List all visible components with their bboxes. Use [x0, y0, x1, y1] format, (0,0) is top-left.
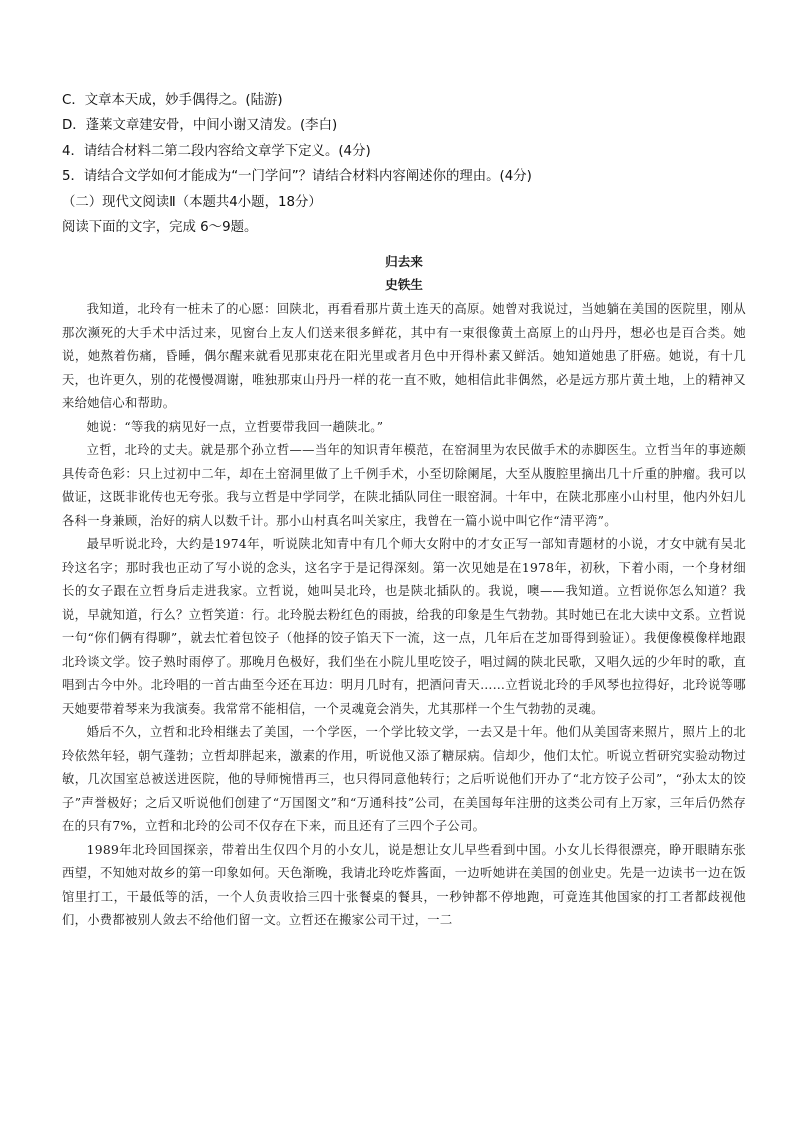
article-paragraph: 立哲，北玲的丈夫。就是那个孙立哲——当年的知识青年模范，在窑洞里为农民做手术的赤脚医生。立哲当年的事迹颇具传奇色彩：只上过初中二年，却在土窑洞里做了上千例手术，小至切除阑尾，大至从腹腔里摘出几十斤重的肿瘤。我可以做证，这既非讹传也无夸张。我与立哲是中学同学，在陕北插队同住一眼窑洞。十年中，在陕北那座小山村里，他内外妇儿各科一身兼顾，治好的病人以数千计。那小山村真名叫关家庄，我曾在一篇小说中叫它作“清平湾”。: [62, 443, 746, 528]
question-block: [62, 88, 742, 240]
article-author: 史铁生: [385, 277, 423, 292]
article-paragraph: 1989年北玲回国探亲，带着出生仅四个月的小女儿，说是想让女儿早些看到中国。小女儿长得很漂亮，睁开眼睛东张西望，不知她对故乡的第一印象如何。天色渐晚，我请北玲吃炸酱面，一边听她讲在美国的创业史。先是一边读书一边在饭馆里打工，干最低等的活，一个人负责收拾三四十张餐桌的餐具，一秒钟都不停地跑，可竟连其他国家的打工者都歧视他们，小费都被别人敛去不给他们留一文。立哲还在搬家公司干过，一二: [62, 842, 746, 927]
article-paragraph: 最早听说北玲，大约是1974年，听说陕北知青中有几个师大女附中的才女正写一部知青题材的小说，才女中就有吴北玲这名字；那时我也正动了写小说的念头，这名字于是记得深刻。第一次见她是在1978年，初秋，下着小雨，一个身材细长的女子跟在立哲身后走进我家。立哲说，她叫吴北玲，也是陕北插队的。我说，噢——我知道。立哲说你怎么知道？我说，早就知道，行么？立哲笑道：行。北玲脱去粉红色的雨披，给我的印象是生气勃勃。其时她已在北大读中文系。立哲说一句“你们俩有得聊”，就去忙着包饺子（他择的饺子馅天下一流，这一点，几年后在芝加哥得到验证）。我便像模像样地跟北玲谈文学。饺子熟时雨停了。那晚月色极好，我们坐在小院儿里吃饺子，唱过阔的陕北民歌，又唱久远的少年时的歌，直唱到古今中外。北玲唱的一首古曲至今还在耳边：明月几时有，把酒问青天……立哲说北玲的手风琴也拉得好，北玲说等哪天她要带着琴来为我演奏。我常常不能相信，一个灵魂竟会消失，尤其那样一个生气勃勃的灵魂。: [62, 537, 746, 716]
article-title: 归去来: [385, 254, 423, 269]
option-c: C．文章本天成，妙手偶得之。(陆游): [62, 93, 283, 108]
reading-instruction: 阅读下面的文字，完成 6～9题。: [62, 220, 258, 236]
article-paragraph: 婚后不久，立哲和北玲相继去了美国，一个学医，一个学比较文学，一去又是十年。他们从美国寄来照片，照片上的北玲依然年轻，朝气蓬勃；立哲却胖起来，激素的作用，听说他又添了糖尿病。信却少，他们太忙。听说立哲研究实验动物过敏，几次国室总被送进医院，他的导师惋惜再三，也只得同意他转行；之后听说他们开办了“北方饺子公司”，“孙太太的饺子”声誉极好；之后又听说他们创建了“万国图文”和“万通科技”公司，在美国每年注册的这类公司有上万家，三年后仍然存在的只有7%，立哲和北玲的公司不仅存在下来，而且还有了三四个子公司。: [62, 725, 746, 833]
section-heading: （二）现代文阅读Ⅱ（本题共4小题，18分）: [62, 194, 322, 210]
article-paragraph: 我知道，北玲有一桩未了的心愿：回陕北，再看看那片黄土连天的高原。她曾对我说过，当她躺在美国的医院里，刚从那次濒死的大手术中活过来，见窗台上友人们送来很多鲜花，其中有一束很像黄土高原上的山丹丹，想必也是百合类。她说，她熬着伤痛，昏睡，偶尔醒来就看见那束花在阳光里或者月色中开得朴素又鲜活。她知道她患了肝癌。她说，有十几天，也许更久，别的花慢慢凋谢，唯独那束山丹丹一样的花一直不败，她相信此非偶然，必是远方那片黄土地，上的精神又来给她信心和帮助。: [62, 302, 746, 410]
option-d: D．蓬莱文章建安骨，中间小谢又清发。(李白): [62, 118, 338, 134]
question-5: 5．请结合文学如何才能成为“一门学问”？请结合材料内容阐述你的理由。(4分): [62, 169, 532, 185]
question-4: 4．请结合材料二第二段内容给文章学下定义。(4分): [62, 143, 371, 159]
reading-article: [62, 250, 746, 933]
article-paragraph: 她说：“等我的病见好一点，立哲要带我回一趟陕北。”: [86, 419, 384, 434]
